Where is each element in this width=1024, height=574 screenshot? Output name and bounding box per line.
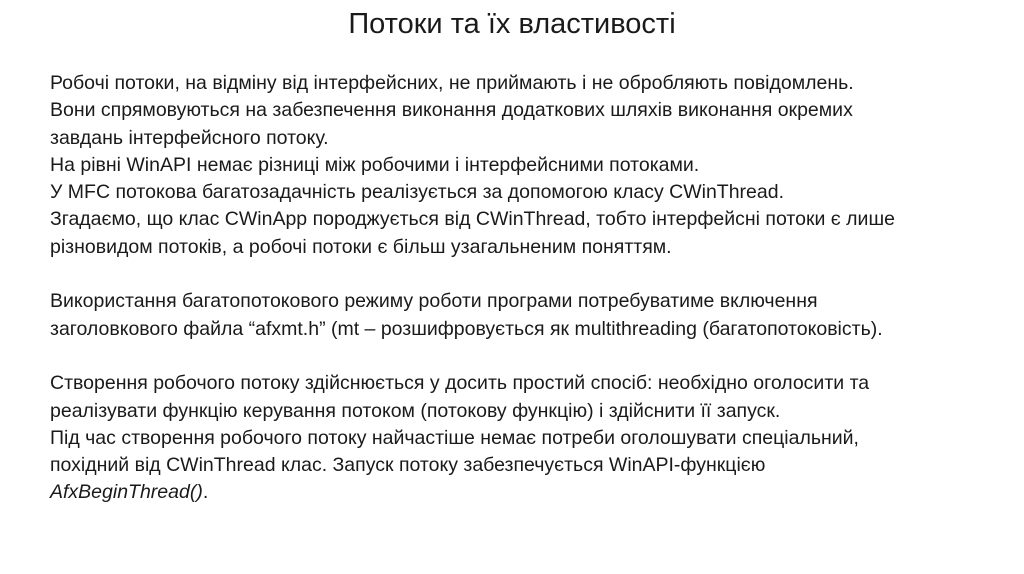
body-line: У MFC потокова багатозадачність реалізується за допомогою класу CWinThread.	[50, 181, 784, 204]
slide-body	[50, 70, 1010, 507]
paragraph-spacer	[50, 343, 1010, 370]
body-line: реалізувати функцію керування потоком (потокову функцію) і здійснити її запуск.	[50, 399, 781, 422]
body-line: заголовкового файла “afxmt.h” (mt – розшифровується як multithreading (багатопотоковість).	[50, 317, 883, 340]
body-line: Робочі потоки, на відміну від інтерфейсних, не приймають і не обробляють повідомлень.	[50, 72, 854, 94]
slide-title: Потоки та їх властивості	[348, 8, 676, 40]
body-line: похідний від CWinThread клас. Запуск потоку забезпечується WinAPI-функцією	[50, 454, 766, 477]
function-name: AfxBeginThread()	[50, 481, 203, 504]
body-line: Згадаємо, що клас CWinApp породжується від CWinThread, тобто інтерфейсні потоки є лише	[50, 208, 895, 231]
body-line: Під час створення робочого потоку найчастіше немає потреби оголошувати спеціальний,	[50, 426, 859, 449]
body-line: завдань інтерфейсного потоку.	[50, 126, 329, 149]
final-punctuation: .	[202, 481, 209, 504]
paragraph-spacer	[50, 261, 1010, 288]
body-line: Створення робочого потоку здійснюється у досить простий спосіб: необхідно оголосити та	[50, 372, 870, 395]
body-line: На рівні WinAPI немає різниці між робочими і інтерфейсними потоками.	[50, 153, 700, 176]
body-line: Вони спрямовуються на забезпечення виконання додаткових шляхів виконання окремих	[50, 99, 853, 122]
body-line: Використання багатопотокового режиму роботи програми потребуватиме включення	[50, 290, 818, 313]
final-line	[50, 479, 1010, 506]
body-line: різновидом потоків, а робочі потоки є більш узагальненим поняттям.	[50, 235, 672, 258]
